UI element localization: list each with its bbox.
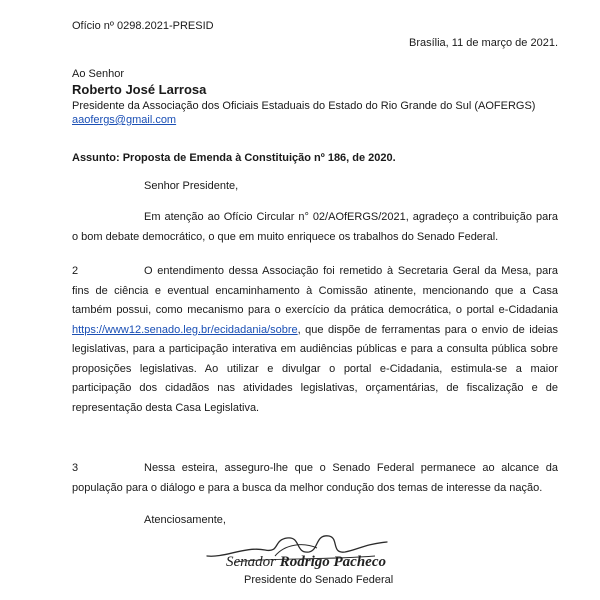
recipient-salutation: Ao Senhor [72,68,124,80]
paragraph-2-text-b: , que dispõe de ferramentas para o envio de ideias legislativas, para a participação interativa em audiências públicas e para a consulta pública sobre proposições legislativas. Ao utilizar e divulgar o portal e-Cidadania, estimula-se a maior participação dos cidadãos nas atividades legislativas, orçamentárias, de fiscalização e de representação desta Casa Legislativa. [72,323,558,414]
paragraph-3-number: 3 [72,462,79,474]
signatory-name [226,554,386,571]
recipient-email-link[interactable]: aaofergs@gmail.com [72,114,177,126]
paragraph-2-text-a: O entendimento dessa Associação foi remetido à Secretaria Geral da Mesa, para fins de ciência e eventual encaminhamento à Comissão atinente, mencionando que a Casa também possui, como mecanismo para o exercício da prática democrática, o portal e-Cidadania [72,265,558,316]
paragraph-2-number: 2 [72,265,79,277]
greeting: Senhor Presidente, [144,180,239,192]
closing: Atenciosamente, [144,514,226,526]
signatory-role: Presidente do Senado Federal [244,574,394,586]
recipient-title: Presidente da Associação dos Oficiais Estaduais do Estado do Rio Grande do Sul (AOFERGS) [72,100,536,112]
paragraph-3-text: Nessa esteira, asseguro-lhe que o Senado Federal permanece ao alcance da população para o diálogo e para a busca da melhor condução dos temas de interesse da nação. [72,462,558,494]
signatory-full-name: Rodrigo Pacheco [279,554,386,570]
recipient-name: Roberto José Larrosa [72,82,207,97]
oficio-number: Ofício nº 0298.2021-PRESID [72,20,214,32]
paragraph-1 [72,208,558,247]
signatory-prefix: Senador [226,554,276,570]
paragraph-2 [72,262,558,418]
paragraph-1-text: Em atenção ao Ofício Circular n° 02/AOfERGS/2021, agradeço a contribuição para o bom debate democrático, o que em muito enriquece os trabalhos do Senado Federal. [72,211,558,243]
letter-date: Brasília, 11 de março de 2021. [409,37,558,49]
ecidadania-link[interactable]: https://www12.senado.leg.br/ecidadania/sobre [72,323,298,336]
subject-line: Assunto: Proposta de Emenda à Constituição nº 186, de 2020. [72,152,396,164]
paragraph-3 [72,459,558,498]
